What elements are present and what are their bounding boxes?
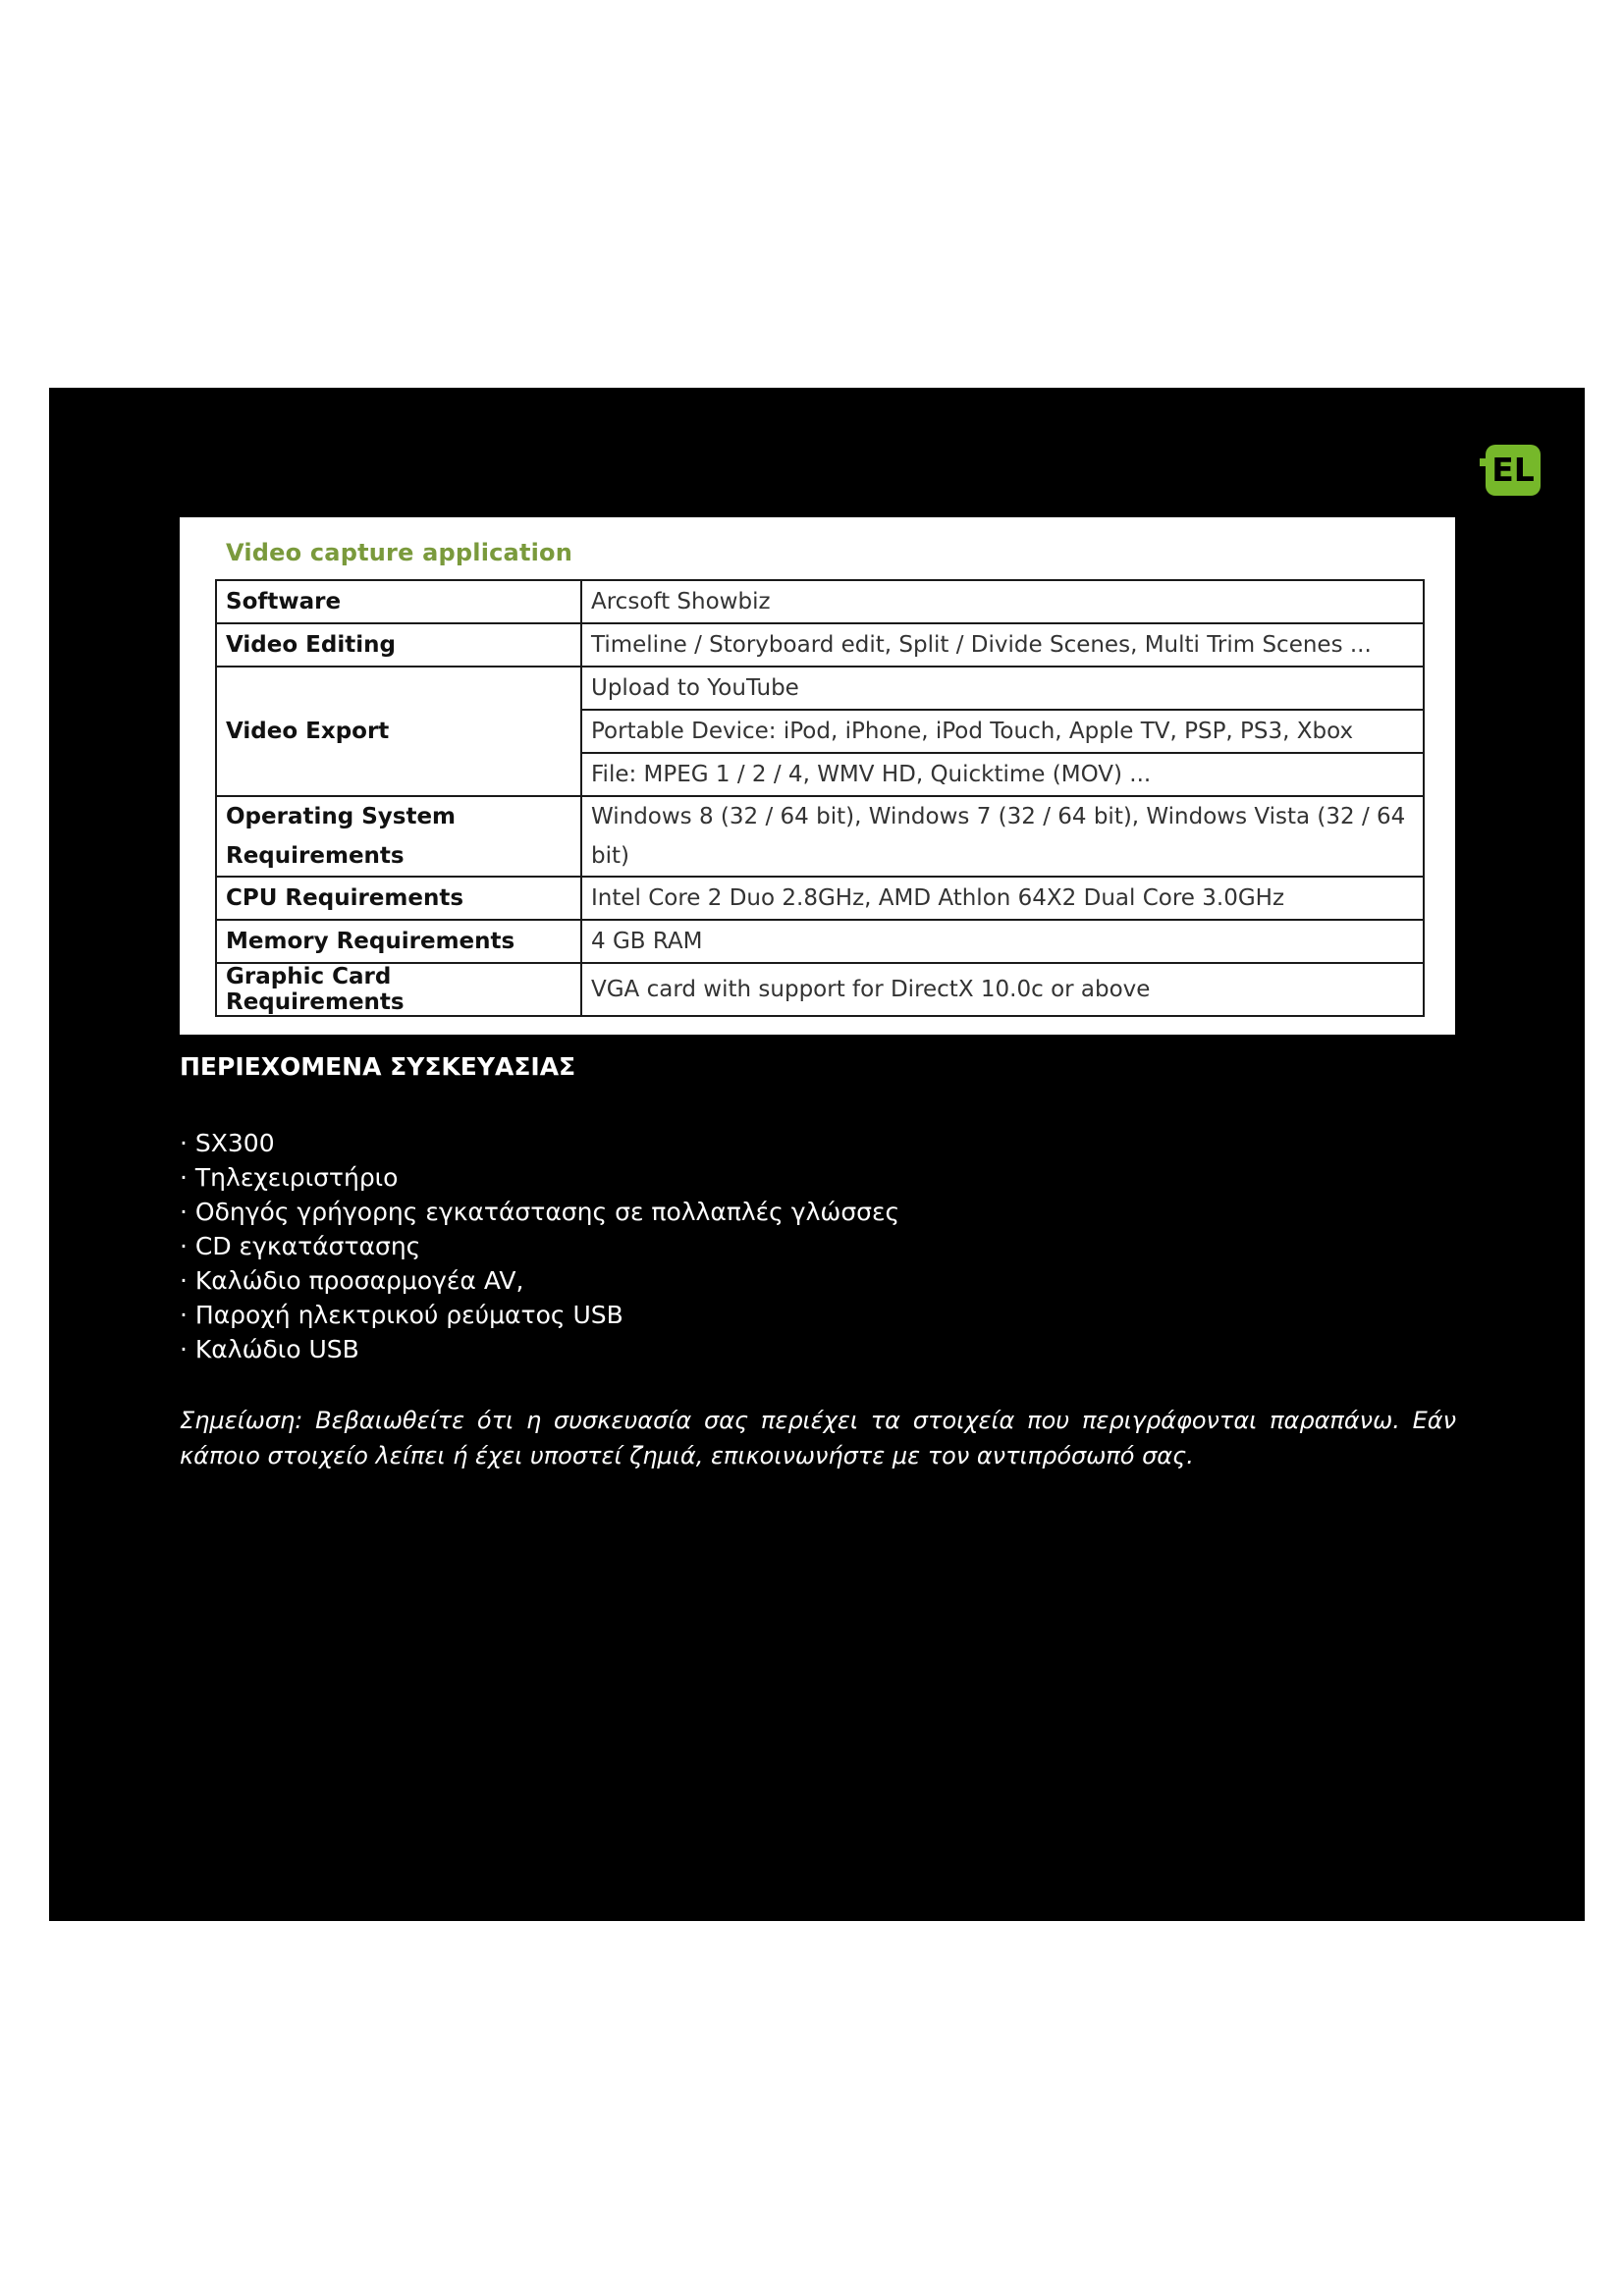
spec-value: Upload to YouTube <box>581 667 1424 710</box>
table-row <box>216 877 1424 920</box>
table-row <box>216 580 1424 623</box>
spec-value: Arcsoft Showbiz <box>581 580 1424 623</box>
table-row <box>216 920 1424 963</box>
spec-label: Video Editing <box>216 623 581 667</box>
spec-value: Windows 8 (32 / 64 bit), Windows 7 (32 / 64 bit), Windows Vista (32 / 64 bit) <box>581 796 1424 877</box>
spec-label: Software <box>216 580 581 623</box>
spec-title: Video capture application <box>226 539 573 566</box>
table-row <box>216 667 1424 710</box>
spec-value: Portable Device: iPod, iPhone, iPod Touch, Apple TV, PSP, PS3, Xbox <box>581 710 1424 753</box>
list-item: · Τηλεχειριστήριο <box>180 1160 899 1195</box>
language-badge: EL <box>1486 445 1541 496</box>
list-item: · Καλώδιο USB <box>180 1332 899 1366</box>
list-item: · SX300 <box>180 1126 899 1160</box>
table-row <box>216 963 1424 1016</box>
spec-value: VGA card with support for DirectX 10.0c or above <box>581 963 1424 1016</box>
table-row <box>216 623 1424 667</box>
spec-label: Memory Requirements <box>216 920 581 963</box>
spec-label: CPU Requirements <box>216 877 581 920</box>
spec-value: Timeline / Storyboard edit, Split / Divide Scenes, Multi Trim Scenes ... <box>581 623 1424 667</box>
spec-table <box>215 579 1425 1017</box>
package-contents-title: ΠΕΡΙΕΧΟΜΕΝΑ ΣΥΣΚΕΥΑΣΙΑΣ <box>180 1052 576 1081</box>
list-item: · Καλώδιο προσαρμογέα AV, <box>180 1263 899 1298</box>
spec-label: Video Export <box>216 667 581 796</box>
spec-value: File: MPEG 1 / 2 / 4, WMV HD, Quicktime (MOV) ... <box>581 753 1424 796</box>
spec-label: Operating System Requirements <box>216 796 581 877</box>
note-text: Σημείωση: Βεβαιωθείτε ότι η συσκευασία σας περιέχει τα στοιχεία που περιγράφονται παραπάνω. Εάν κάποιο στοιχείο λείπει ή έχει υποστεί ζημιά, επικοινωνήστε με τον αντιπρόσωπό σας. <box>180 1407 1456 1469</box>
list-item: · CD εγκατάστασης <box>180 1229 899 1263</box>
spec-value: Intel Core 2 Duo 2.8GHz, AMD Athlon 64X2 Dual Core 3.0GHz <box>581 877 1424 920</box>
list-item: · Οδηγός γρήγορης εγκατάστασης σε πολλαπλές γλώσσες <box>180 1195 899 1229</box>
spec-value: 4 GB RAM <box>581 920 1424 963</box>
table-row <box>216 796 1424 877</box>
spec-label: Graphic Card Requirements <box>216 963 581 1016</box>
package-contents-list <box>180 1126 899 1366</box>
spec-box <box>180 517 1455 1035</box>
list-item: · Παροχή ηλεκτρικού ρεύματος USB <box>180 1298 899 1332</box>
page-panel <box>49 388 1585 1921</box>
